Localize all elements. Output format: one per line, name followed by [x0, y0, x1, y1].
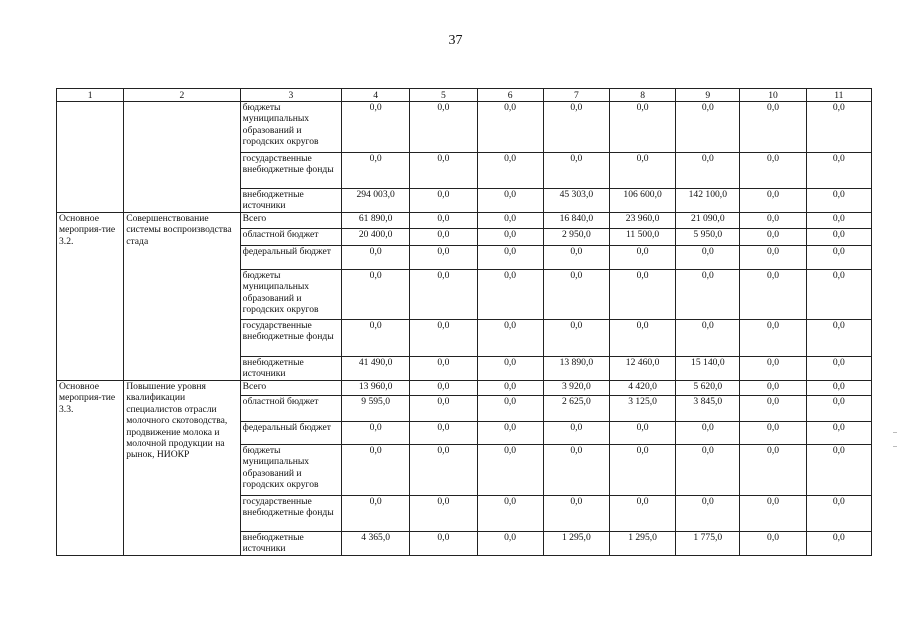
value-cell: 0,0 — [477, 229, 543, 246]
column-header: 5 — [410, 89, 477, 102]
value-cell: 0,0 — [740, 270, 806, 320]
value-cell: 106 600,0 — [609, 189, 675, 213]
value-cell: 0,0 — [410, 320, 477, 357]
value-cell: 0,0 — [543, 320, 609, 357]
value-cell: 0,0 — [676, 102, 740, 153]
value-cell: 0,0 — [410, 213, 477, 229]
value-cell: 294 003,0 — [342, 189, 410, 213]
value-cell: 9 595,0 — [342, 396, 410, 422]
measure-description-cell — [124, 102, 240, 213]
value-cell: 0,0 — [410, 396, 477, 422]
value-cell: 0,0 — [342, 153, 410, 189]
value-cell: 0,0 — [676, 246, 740, 270]
funding-source-cell: государственные внебюджетные фонды — [240, 320, 341, 357]
column-header: 1 — [57, 89, 124, 102]
value-cell: 142 100,0 — [676, 189, 740, 213]
value-cell: 0,0 — [806, 102, 871, 153]
value-cell: 2 950,0 — [543, 229, 609, 246]
value-cell: 0,0 — [477, 445, 543, 496]
value-cell: 0,0 — [740, 229, 806, 246]
value-cell: 0,0 — [477, 270, 543, 320]
value-cell: 0,0 — [740, 357, 806, 381]
value-cell: 0,0 — [477, 102, 543, 153]
value-cell: 0,0 — [410, 189, 477, 213]
value-cell: 16 840,0 — [543, 213, 609, 229]
value-cell: 0,0 — [410, 246, 477, 270]
value-cell: 0,0 — [609, 445, 675, 496]
value-cell: 0,0 — [806, 496, 871, 532]
funding-source-cell: Всего — [240, 381, 341, 396]
value-cell: 0,0 — [410, 153, 477, 189]
value-cell: 3 920,0 — [543, 381, 609, 396]
value-cell: 0,0 — [477, 532, 543, 556]
value-cell: 0,0 — [676, 270, 740, 320]
table-header-row — [57, 89, 872, 102]
value-cell: 0,0 — [740, 189, 806, 213]
table-row — [57, 102, 872, 153]
column-header: 4 — [342, 89, 410, 102]
measure-description-cell: Повышение уровня квалификации специалистов отрасли молочного скотоводства, продвижение молока и молочной продукции на рынок, НИОКР — [124, 381, 240, 556]
value-cell: 0,0 — [609, 422, 675, 445]
value-cell: 61 890,0 — [342, 213, 410, 229]
value-cell: 0,0 — [477, 357, 543, 381]
measure-cell: Основное мероприя-тие 3.2. — [57, 213, 124, 381]
value-cell: 13 960,0 — [342, 381, 410, 396]
value-cell: 0,0 — [609, 496, 675, 532]
value-cell: 4 420,0 — [609, 381, 675, 396]
value-cell: 0,0 — [609, 246, 675, 270]
value-cell: 0,0 — [477, 246, 543, 270]
value-cell: 41 490,0 — [342, 357, 410, 381]
column-header: 6 — [477, 89, 543, 102]
value-cell: 1 295,0 — [609, 532, 675, 556]
value-cell: 0,0 — [477, 189, 543, 213]
value-cell: 0,0 — [740, 213, 806, 229]
measure-cell: Основное мероприя-тие 3.3. — [57, 381, 124, 556]
value-cell: 1 295,0 — [543, 532, 609, 556]
value-cell: 15 140,0 — [676, 357, 740, 381]
value-cell: 0,0 — [806, 320, 871, 357]
value-cell: 5 620,0 — [676, 381, 740, 396]
value-cell: 0,0 — [806, 270, 871, 320]
column-header: 2 — [124, 89, 240, 102]
funding-source-cell: Всего — [240, 213, 341, 229]
value-cell: 0,0 — [806, 189, 871, 213]
value-cell: 45 303,0 — [543, 189, 609, 213]
column-header: 3 — [240, 89, 341, 102]
funding-source-cell: областной бюджет — [240, 396, 341, 422]
value-cell: 0,0 — [806, 357, 871, 381]
value-cell: 0,0 — [410, 496, 477, 532]
value-cell: 0,0 — [740, 532, 806, 556]
value-cell: 0,0 — [806, 213, 871, 229]
value-cell: 0,0 — [410, 102, 477, 153]
funding-source-cell: бюджеты муниципальных образований и городских округов — [240, 102, 341, 153]
value-cell: 0,0 — [806, 422, 871, 445]
funding-source-cell: бюджеты муниципальных образований и городских округов — [240, 270, 341, 320]
value-cell: 5 950,0 — [676, 229, 740, 246]
value-cell: 0,0 — [676, 496, 740, 532]
value-cell: 0,0 — [806, 532, 871, 556]
value-cell: 0,0 — [609, 153, 675, 189]
value-cell: 0,0 — [477, 153, 543, 189]
value-cell: 0,0 — [609, 270, 675, 320]
funding-source-cell: федеральный бюджет — [240, 246, 341, 270]
table-row — [57, 213, 872, 229]
value-cell: 0,0 — [543, 270, 609, 320]
value-cell: 0,0 — [609, 102, 675, 153]
funding-source-cell: внебюджетные источники — [240, 189, 341, 213]
value-cell: 0,0 — [477, 381, 543, 396]
column-header: 9 — [676, 89, 740, 102]
value-cell: 0,0 — [543, 422, 609, 445]
value-cell: 0,0 — [410, 270, 477, 320]
value-cell: 0,0 — [806, 153, 871, 189]
funding-source-cell: федеральный бюджет — [240, 422, 341, 445]
value-cell: 0,0 — [740, 396, 806, 422]
value-cell: 0,0 — [477, 396, 543, 422]
value-cell: 11 500,0 — [609, 229, 675, 246]
value-cell: 0,0 — [410, 357, 477, 381]
value-cell: 0,0 — [543, 102, 609, 153]
value-cell: 0,0 — [342, 270, 410, 320]
value-cell: 0,0 — [477, 213, 543, 229]
funding-source-cell: государственные внебюджетные фонды — [240, 496, 341, 532]
funding-source-cell: внебюджетные источники — [240, 357, 341, 381]
value-cell: 0,0 — [342, 320, 410, 357]
value-cell: 0,0 — [543, 153, 609, 189]
value-cell: 0,0 — [410, 229, 477, 246]
table-row — [57, 381, 872, 396]
value-cell: 0,0 — [806, 381, 871, 396]
column-header: 8 — [609, 89, 675, 102]
value-cell: 0,0 — [410, 445, 477, 496]
value-cell: 21 090,0 — [676, 213, 740, 229]
value-cell: 12 460,0 — [609, 357, 675, 381]
value-cell: 2 625,0 — [543, 396, 609, 422]
value-cell: 4 365,0 — [342, 532, 410, 556]
value-cell: 23 960,0 — [609, 213, 675, 229]
value-cell: 0,0 — [740, 320, 806, 357]
value-cell: 1 775,0 — [676, 532, 740, 556]
value-cell: 0,0 — [676, 153, 740, 189]
value-cell: 20 400,0 — [342, 229, 410, 246]
value-cell: 3 125,0 — [609, 396, 675, 422]
value-cell: 0,0 — [740, 496, 806, 532]
measure-description-cell: Совершенствование системы воспроизводства стада — [124, 213, 240, 381]
value-cell: 0,0 — [477, 422, 543, 445]
value-cell: 0,0 — [676, 320, 740, 357]
column-header: 10 — [740, 89, 806, 102]
scan-edge-mark — [893, 446, 897, 447]
value-cell: 0,0 — [342, 496, 410, 532]
column-header: 7 — [543, 89, 609, 102]
value-cell: 0,0 — [740, 381, 806, 396]
value-cell: 0,0 — [740, 153, 806, 189]
value-cell: 0,0 — [342, 422, 410, 445]
value-cell: 0,0 — [410, 422, 477, 445]
value-cell: 0,0 — [543, 496, 609, 532]
value-cell: 0,0 — [806, 229, 871, 246]
value-cell: 0,0 — [806, 396, 871, 422]
value-cell: 0,0 — [740, 246, 806, 270]
value-cell: 0,0 — [676, 445, 740, 496]
value-cell: 0,0 — [477, 496, 543, 532]
value-cell: 0,0 — [342, 246, 410, 270]
value-cell: 0,0 — [543, 246, 609, 270]
value-cell: 0,0 — [740, 445, 806, 496]
value-cell: 0,0 — [806, 246, 871, 270]
column-header: 11 — [806, 89, 871, 102]
value-cell: 0,0 — [410, 381, 477, 396]
value-cell: 0,0 — [806, 445, 871, 496]
value-cell: 0,0 — [740, 102, 806, 153]
value-cell: 0,0 — [342, 445, 410, 496]
value-cell: 0,0 — [609, 320, 675, 357]
funding-source-cell: бюджеты муниципальных образований и городских округов — [240, 445, 341, 496]
value-cell: 3 845,0 — [676, 396, 740, 422]
value-cell: 13 890,0 — [543, 357, 609, 381]
budget-table — [56, 88, 872, 556]
value-cell: 0,0 — [342, 102, 410, 153]
funding-source-cell: внебюджетные источники — [240, 532, 341, 556]
value-cell: 0,0 — [740, 422, 806, 445]
value-cell: 0,0 — [676, 422, 740, 445]
value-cell: 0,0 — [543, 445, 609, 496]
value-cell: 0,0 — [477, 320, 543, 357]
funding-source-cell: областной бюджет — [240, 229, 341, 246]
funding-source-cell: государственные внебюджетные фонды — [240, 153, 341, 189]
value-cell: 0,0 — [410, 532, 477, 556]
page-number: 37 — [448, 33, 463, 48]
scan-edge-mark — [893, 432, 897, 433]
measure-cell — [57, 102, 124, 213]
